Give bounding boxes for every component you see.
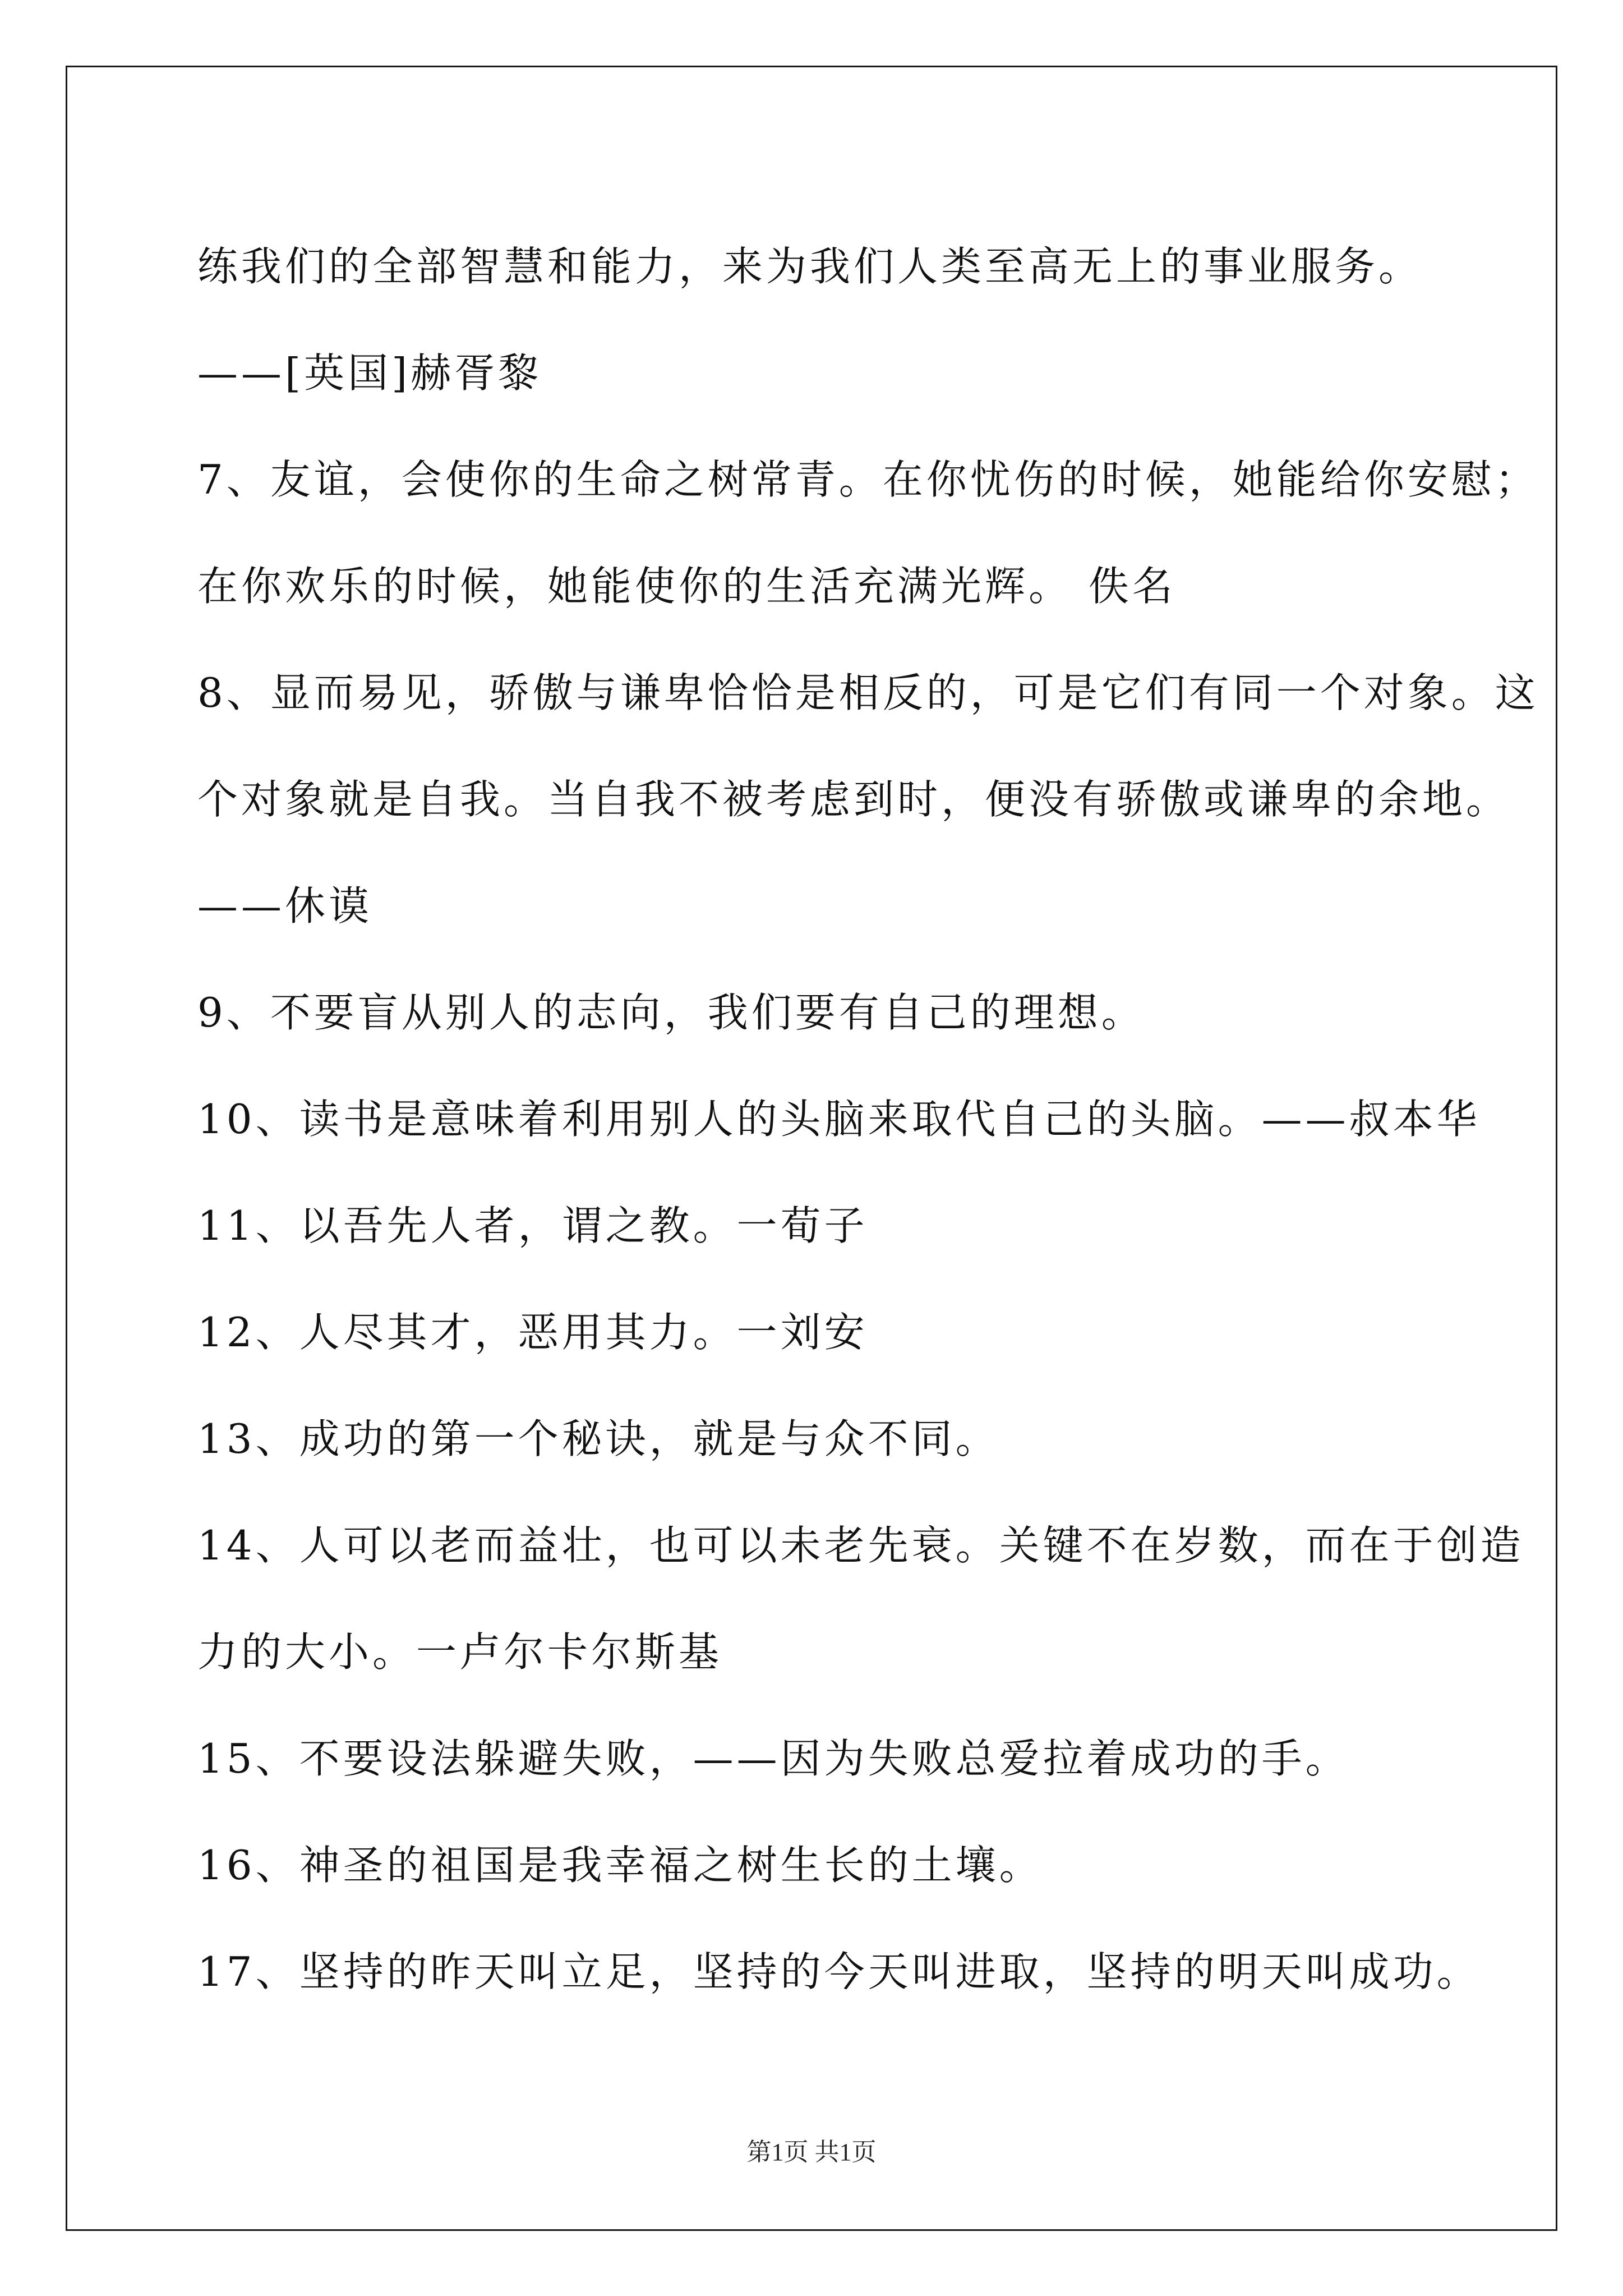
page-number: 第1页 共1页 xyxy=(746,2138,877,2166)
text-line: 练我们的全部智慧和能力，来为我们人类至高无上的事业服务。 xyxy=(197,243,1423,290)
text-line: 16、神圣的祖国是我幸福之树生长的土壤。 xyxy=(197,1842,1043,1889)
document-body xyxy=(197,213,1539,2025)
text-line: 9、不要盲从别人的志向，我们要有自己的理想。 xyxy=(197,989,1145,1036)
text-line: 15、不要设法躲避失败，——因为失败总爱拉着成功的手。 xyxy=(197,1735,1349,1782)
text-line: 个对象就是自我。当自我不被考虑到时，便没有骄傲或谦卑的余地。 xyxy=(197,776,1510,823)
text-line: 11、以吾先人者，谓之教。一荀子 xyxy=(197,1202,868,1249)
text-line: 在你欢乐的时候，她能使你的生活充满光辉。 佚名 xyxy=(197,563,1176,610)
text-line: 8、显而易见，骄傲与谦卑恰恰是相反的，可是它们有同一个对象。这 xyxy=(197,669,1539,716)
text-line: 14、人可以老而益壮，也可以未老先衰。关键不在岁数，而在于创造 xyxy=(197,1522,1524,1569)
text-line: 7、友谊，会使你的生命之树常青。在你忧伤的时候，她能给你安慰； xyxy=(197,456,1539,503)
text-line: 12、人尽其才，恶用其力。一刘安 xyxy=(197,1309,868,1356)
text-line: ——[英国]赫胥黎 xyxy=(197,349,542,397)
text-line: ——休谟 xyxy=(197,882,373,930)
text-line: 10、读书是意味着利用别人的头脑来取代自己的头脑。——叔本华 xyxy=(197,1096,1481,1143)
text-line: 13、成功的第一个秘诀，就是与众不同。 xyxy=(197,1415,999,1462)
text-line: 力的大小。一卢尔卡尔斯基 xyxy=(197,1628,723,1676)
text-line: 17、坚持的昨天叫立足，坚持的今天叫进取，坚持的明天叫成功。 xyxy=(197,1948,1481,1995)
